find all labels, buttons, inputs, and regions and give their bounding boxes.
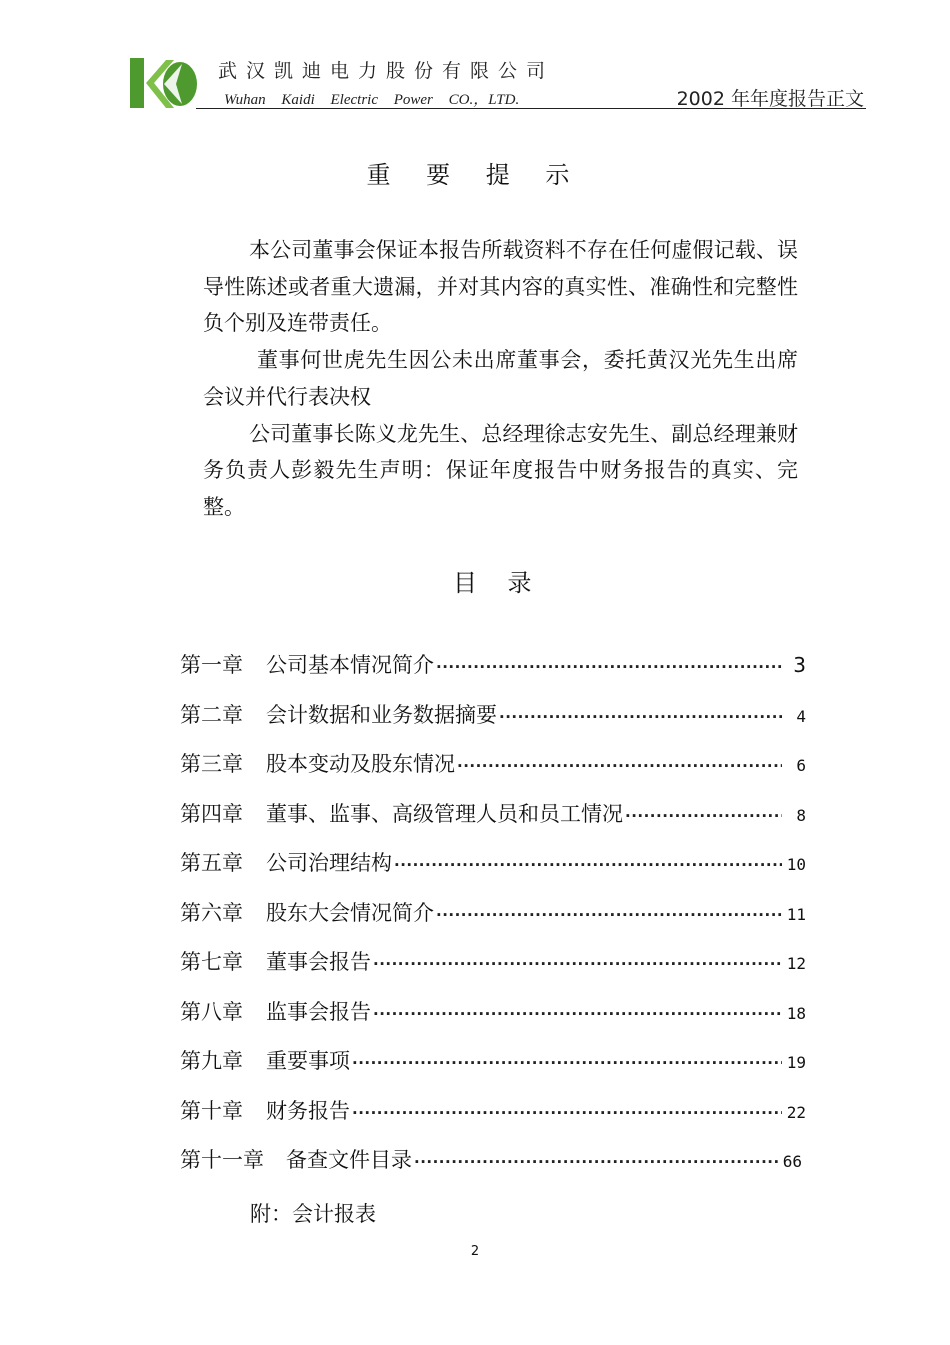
company-name-en: Wuhan Kaidi Electric Power CO.，LTD. [224,92,520,108]
toc-entry[interactable] [180,1095,806,1145]
toc-chapter: 第一章 [180,653,243,677]
toc-entry[interactable] [180,748,806,798]
toc-entry[interactable] [180,897,806,947]
notice-body [203,232,798,526]
toc-page-number: 11 [786,904,806,924]
notice-paragraph: 公司董事长陈义龙先生、总经理徐志安先生、副总经理兼财务负责人彭毅先生声明：保证年度报告中财务报告的真实、完整。 [203,421,798,519]
toc-entry[interactable] [180,946,806,996]
toc-entry[interactable] [180,1045,806,1095]
toc-page-number: 8 [796,805,806,825]
toc-title: 目 录 [453,569,532,597]
toc-chapter: 第六章 [180,900,243,925]
toc-page-number: 18 [786,1003,806,1023]
toc-page-number: 19 [786,1053,806,1072]
table-of-contents [180,649,806,1194]
toc-leader-dots [434,658,782,676]
kaidi-logo-icon [130,56,198,112]
toc-leader-dots [434,906,782,924]
toc-entry[interactable] [180,1144,806,1194]
toc-entry-title: 董事会报告 [266,950,371,974]
toc-chapter: 第四章 [180,801,243,826]
toc-entry-title: 股本变动及股东情况 [266,752,455,776]
header-divider [196,108,866,109]
toc-page-number: 66 [782,1152,802,1171]
toc-chapter: 第五章 [180,851,243,875]
toc-leader-dots [371,955,782,973]
toc-entry-title: 会计数据和业务数据摘要 [266,702,497,727]
toc-leader-dots [371,1005,782,1023]
toc-entry[interactable] [180,699,806,749]
toc-entry-title: 备查文件目录 [286,1148,412,1172]
toc-leader-dots [412,1153,778,1171]
report-label: 2002 年年度报告正文 [676,88,864,110]
toc-entry-title: 重要事项 [266,1049,350,1073]
toc-entry-title: 董事、监事、高级管理人员和员工情况 [266,801,623,826]
toc-leader-dots [455,757,782,775]
toc-leader-dots [497,708,782,726]
toc-page-number: 6 [796,756,806,775]
appendix-note: 附：会计报表 [250,1202,376,1226]
toc-page-number: 3 [793,653,806,677]
toc-page-number: 4 [796,706,806,726]
toc-chapter: 第九章 [180,1049,243,1073]
page-number: 2 [470,1244,480,1259]
notice-paragraph: 董事何世虎先生因公未出席董事会，委托黄汉光先生出席会议并代行表决权 [203,348,798,409]
notice-title: 重 要 提 示 [366,161,584,189]
toc-entry-title: 公司基本情况简介 [266,653,434,677]
toc-chapter: 第十章 [180,1098,243,1123]
toc-entry[interactable] [180,996,806,1046]
toc-entry[interactable] [180,847,806,897]
toc-entry-title: 公司治理结构 [266,851,392,875]
toc-entry-title: 财务报告 [266,1098,350,1123]
toc-chapter: 第八章 [180,999,243,1024]
toc-leader-dots [623,807,782,825]
toc-entry[interactable] [180,798,806,848]
toc-chapter: 第三章 [180,752,243,776]
toc-page-number: 12 [786,954,806,973]
toc-chapter: 第二章 [180,702,243,727]
toc-entry-title: 监事会报告 [266,999,371,1024]
toc-page-number: 10 [786,855,806,874]
company-name-cn: 武汉凯迪电力股份有限公司 [218,60,555,82]
notice-paragraph: 本公司董事会保证本报告所载资料不存在任何虚假记载、误导性陈述或者重大遗漏，并对其内容的真实性、准确性和完整性负个别及连带责任。 [203,238,798,336]
toc-entry-title: 股东大会情况简介 [266,900,434,925]
toc-leader-dots [350,1054,782,1072]
toc-leader-dots [392,856,782,874]
toc-leader-dots [350,1104,782,1122]
toc-chapter: 第十一章 [180,1148,264,1172]
toc-entry[interactable] [180,649,806,699]
toc-chapter: 第七章 [180,950,243,974]
toc-page-number: 22 [786,1102,806,1122]
